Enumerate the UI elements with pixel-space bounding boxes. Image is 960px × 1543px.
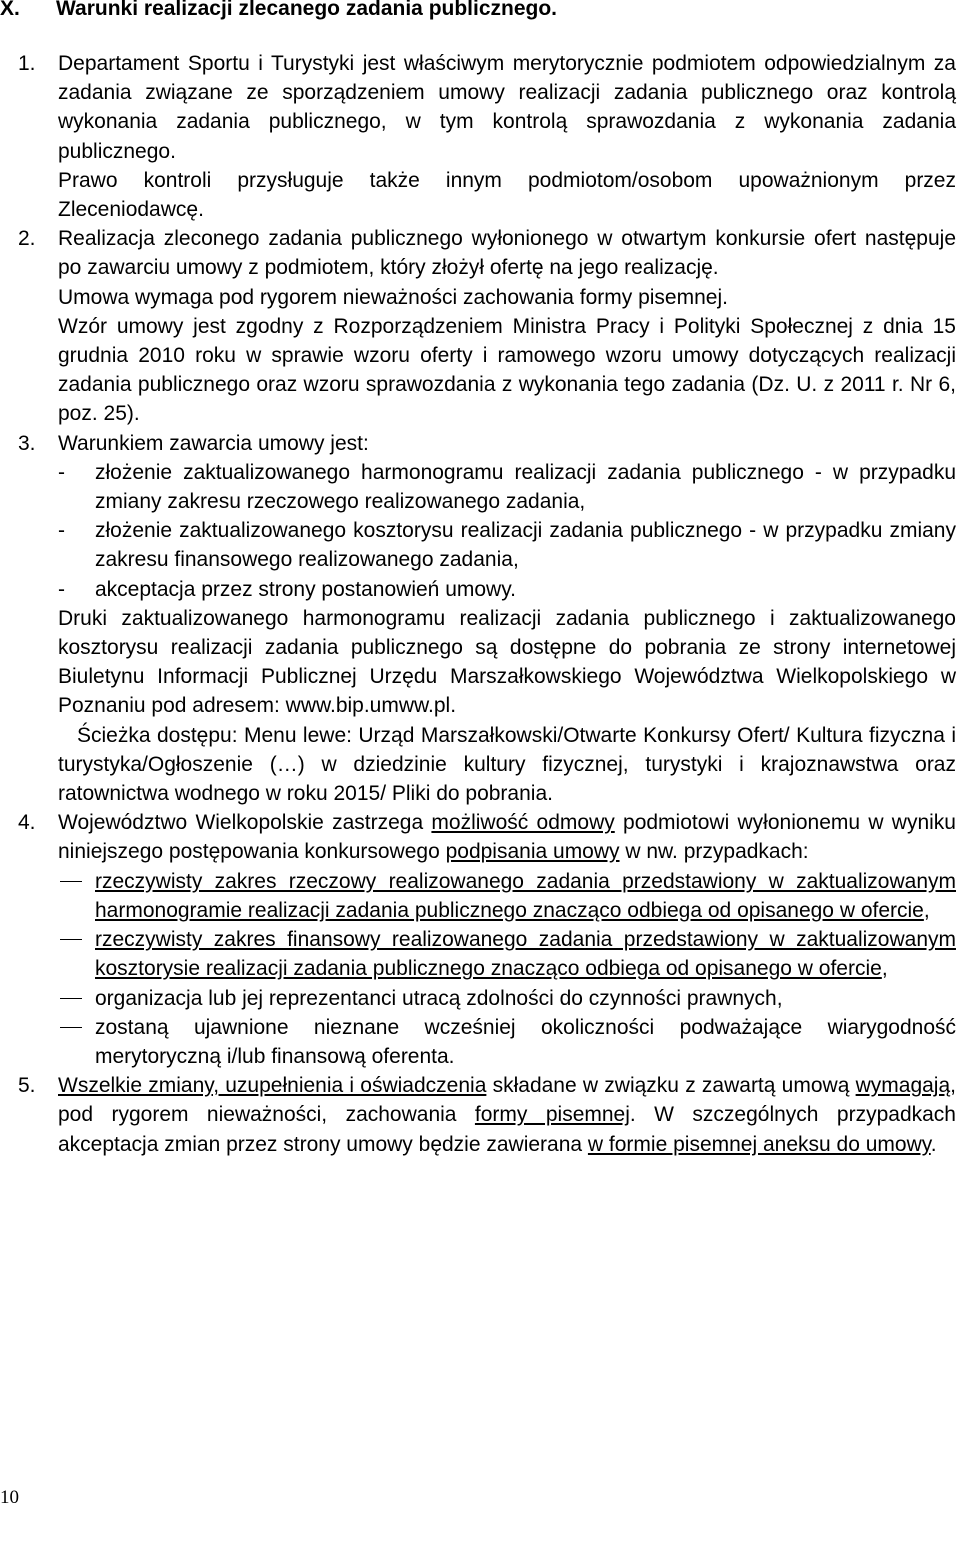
heading-number: X.	[0, 0, 20, 20]
point-number: 5.	[18, 1074, 36, 1098]
point-1	[0, 49, 956, 224]
paragraph-text: .	[930, 1132, 937, 1156]
intro-text: Województwo Wielkopolskie zastrzega	[58, 811, 432, 835]
point-2	[0, 224, 956, 428]
point-number: 4.	[18, 811, 36, 835]
point-1-paragraph-2: Prawo kontroli przysługuje także innym podmiotom/osobom upoważnionym przez Zleceniodawcę.	[58, 168, 956, 222]
list-item-text: złożenie zaktualizowanego harmonogramu realizacji zadania publicznego - w przypadku zmiany zakresu rzeczowego realizowanego zadania,	[95, 460, 956, 514]
list-item-text: akceptacja przez strony postanowień umowy.	[95, 577, 516, 601]
underlined-text: formy pisemnej	[474, 1103, 630, 1127]
point-2-paragraph-3: Wzór umowy jest zgodny z Rozporządzeniem Ministra Pracy i Polityki Społecznej z dnia 15 grudnia 2010 roku w sprawie wzoru oferty i ramowego wzoru umowy dotyczących realizacji zadania publicznego oraz wzoru sprawozdania z wykonania tego zadania (Dz. U. z 2011 r. Nr 6, poz. 25).	[58, 314, 956, 426]
list-item	[58, 925, 956, 983]
list-item	[58, 516, 956, 574]
dash-line-marker	[60, 939, 82, 940]
list-item-text: zostaną ujawnione nieznane wcześniej okoliczności podważające wiarygodność merytoryczną i/lub finansową oferenta.	[95, 1015, 956, 1068]
paragraph-text: . W szczególnych przypadkach akceptacja zmian przez strony umowy będzie zawierana	[58, 1103, 956, 1156]
list-item-text: ,	[923, 898, 930, 922]
point-5-paragraph	[58, 1071, 956, 1159]
heading-title: Warunki realizacji zlecanego zadania publicznego.	[56, 0, 558, 20]
underlined-text: Wszelkie zmiany, uzupełnienia i oświadczenia	[58, 1074, 487, 1098]
dash-marker: -	[58, 519, 65, 543]
point-4-intro	[58, 808, 956, 866]
list-item-text: organizacja lub jej reprezentanci utracą zdolności do czynności prawnych,	[95, 986, 783, 1010]
underlined-text: rzeczywisty zakres finansowy realizowanego zadania przedstawiony w zaktualizowanym kosztorysie realizacji zadania publicznego znacząco odbiega od opisanego w ofercie	[95, 928, 956, 981]
intro-text: podmiotowi wyłonionemu w wyniku niniejszego postępowania konkursowego	[58, 811, 956, 864]
dash-marker: -	[58, 460, 65, 484]
point-1-paragraph-1: Departament Sportu i Turystyki jest właściwym merytorycznie podmiotem odpowiedzialnym za zadania związane ze sporządzeniem umowy realizacji zadania publicznego oraz kontrolą wykonania zadania publicznego, w tym kontrolą sprawozdania z wykonania zadania publicznego.	[58, 52, 956, 163]
section-heading	[0, 0, 557, 23]
list-item	[58, 867, 956, 925]
access-path-text: Ścieżka dostępu: Menu lewe: Urząd Marszałkowski/Otwarte Konkursy Ofert/ Kultura fizyczna i turystyka/Ogłoszenie (…) w dziedzinie kultury fizycznej, turystyki i krajoznawstwa oraz ratownictwa wodnego w roku 2015/ Pliki do pobrania.	[58, 723, 956, 806]
underlined-text: w formie pisemnej aneksu do umowy	[587, 1132, 931, 1156]
point-5	[0, 1071, 956, 1159]
point-3-access-path	[58, 721, 956, 809]
list-item	[58, 1013, 956, 1071]
page-number: 10	[0, 1487, 19, 1508]
underlined-text: podpisania umowy	[445, 840, 620, 864]
underlined-text: możliwość odmowy	[431, 811, 615, 835]
list-item	[58, 984, 956, 1013]
dash-line-marker	[60, 1027, 82, 1028]
point-2-paragraph-1: Realizacja zleconego zadania publicznego wyłonionego w otwartym konkursie ofert następuje po zawarciu umowy z podmiotem, który złożył ofertę na jego realizację.	[58, 227, 956, 280]
point-3	[0, 429, 956, 809]
list-item	[58, 458, 956, 516]
point-3-forms-paragraph: Druki zaktualizowanego harmonogramu realizacji zadania publicznego i zaktualizowanego kosztorysu realizacji zadania publicznego są dostępne do pobrania ze strony internetowej Biuletynu Informacji Publicznej Urzędu Marszałkowskiego Województwa Wielkopolskiego w Poznaniu pod adresem: www.bip.umww.pl.	[58, 606, 956, 718]
list-item-text: złożenie zaktualizowanego kosztorysu realizacji zadania publicznego - w przypadku zmiany zakresu finansowego realizowanego zadania,	[95, 519, 956, 572]
intro-text: w nw. przypadkach:	[619, 840, 809, 864]
point-number: 3.	[18, 431, 36, 455]
paragraph-text: , pod rygorem nieważności, zachowania	[58, 1074, 956, 1127]
point-2-paragraph-2: Umowa wymaga pod rygorem nieważności zachowania formy pisemnej.	[58, 285, 728, 309]
dash-line-marker	[60, 881, 82, 882]
point-number: 1.	[18, 52, 36, 75]
list-item	[58, 575, 956, 604]
dash-marker: -	[58, 577, 65, 601]
paragraph-text: składane w związku z zawartą umową	[486, 1074, 856, 1098]
dash-line-marker	[60, 998, 82, 999]
point-4	[0, 808, 956, 1071]
underlined-text: rzeczywisty zakres rzeczowy realizowanego zadania przedstawiony w zaktualizowanym harmonogramie realizacji zadania publicznego znacząco odbiega od opisanego w ofercie	[95, 869, 956, 922]
document-body	[0, 49, 956, 1159]
underlined-text: wymagają	[855, 1074, 951, 1098]
point-number: 2.	[18, 227, 36, 251]
point-3-intro: Warunkiem zawarcia umowy jest:	[58, 431, 369, 455]
list-item-text: ,	[881, 957, 888, 981]
